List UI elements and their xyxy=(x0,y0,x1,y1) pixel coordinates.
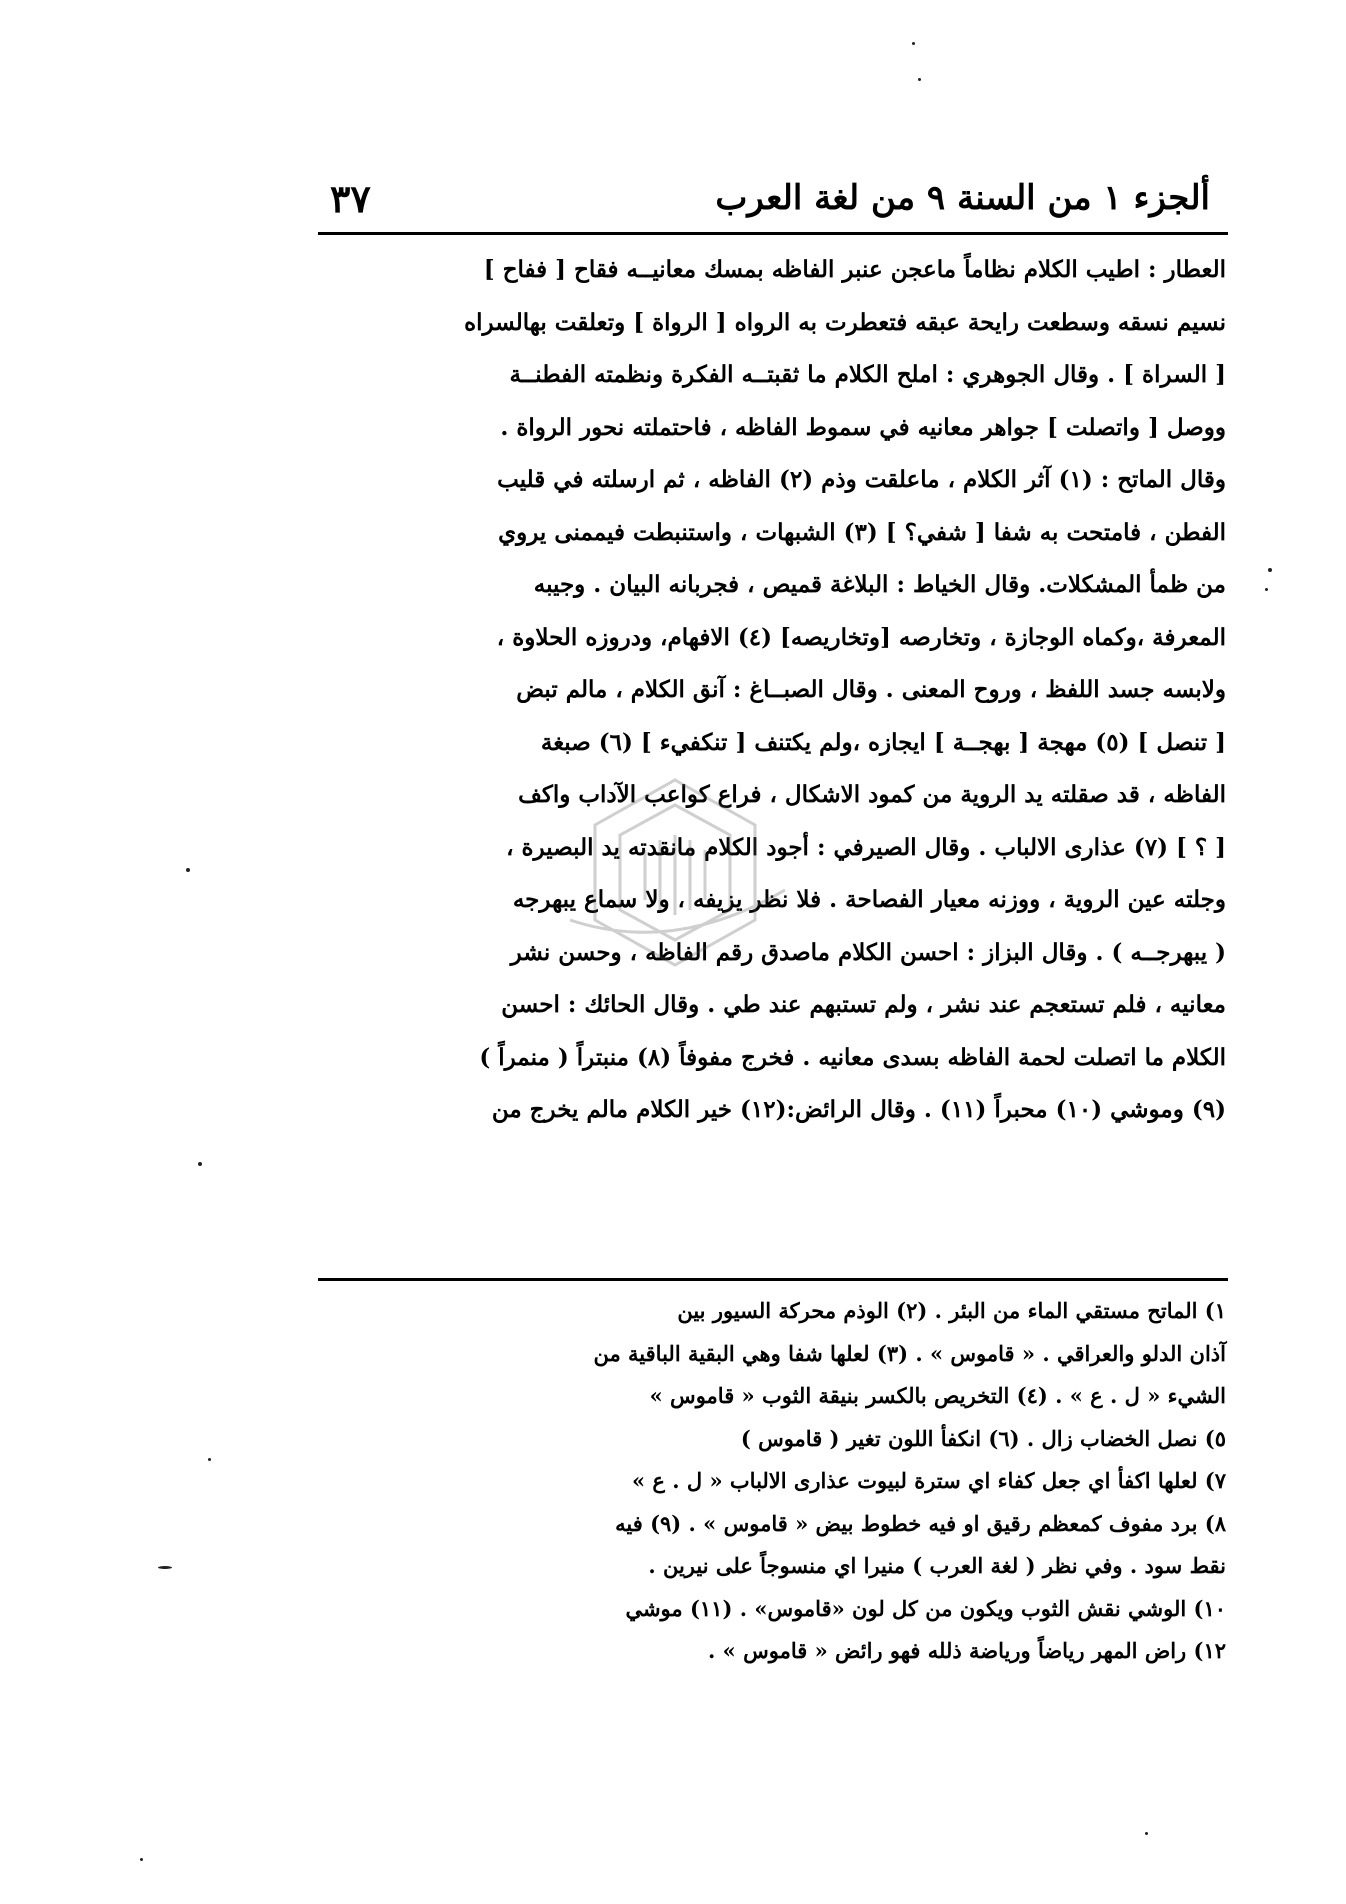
text-line: الكلام ما اتصلت لحمة الفاظه بسدى معانيه . فخرج مفوفاً (٨) منبتراً ( منمراً ) xyxy=(479,1043,1226,1071)
scan-speck xyxy=(158,1566,172,1569)
scan-speck xyxy=(186,868,190,872)
footnote-rule xyxy=(318,1278,1228,1281)
text-line: وجلته عين الروية ، ووزنه معيار الفصاحة . فلا نظر يزيفه ، ولا سماع يبهرجه xyxy=(512,886,1226,913)
page-header xyxy=(330,168,1210,228)
text-line: من ظمأ المشكلات. وقال الخياط : البلاغة قميص ، فجربانه البيان . وجيبه xyxy=(533,571,1226,598)
scan-speck xyxy=(198,1162,202,1166)
text-line: ووصل [ واتصلت ] جواهر معانيه في سموط الفاظه ، فاحتملته نحور الرواة . xyxy=(500,413,1226,441)
footnote-line: ٧) لعلها اكفأ اي جعل كفاء اي سترة لبيوت عذارى الالباب « ل . ع » xyxy=(632,1468,1226,1493)
footnotes xyxy=(318,1290,1226,1673)
footnote-line: ١) الماتح مستقي الماء من البئر . (٢) الوذم محركة السيور بين xyxy=(677,1298,1226,1323)
text-line: [ تنصل ] (٥) مهجة [ بهجــة ] ايجازه ،ولم يكتنف [ تنكفيء ] (٦) صبغة xyxy=(540,728,1226,756)
scan-speck xyxy=(1268,568,1272,572)
scan-speck xyxy=(140,1858,143,1861)
text-line: ولابسه جسد اللفظ ، وروح المعنى . وقال الصبــاغ : آنق الكلام ، مالم تبض xyxy=(516,676,1226,703)
text-line: معانيه ، فلم تستعجم عند نشر ، ولم تستبهم عند طي . وقال الحائك : احسن xyxy=(501,991,1226,1018)
footnote-line: ٥) نصل الخضاب زال . (٦) انكفأ اللون تغير ( قاموس ) xyxy=(740,1425,1226,1451)
text-line: الفاظه ، قد صقلته يد الروية من كمود الاشكال ، فراع كواعب الآداب واكف xyxy=(518,781,1226,808)
footnote-line: ٨) برد مفوف كمعظم رقيق او فيه خطوط بيض « قاموس » . (٩) فيه xyxy=(615,1510,1226,1536)
scan-speck xyxy=(208,1458,211,1461)
running-title: ألجزء ١ من السنة ٩ من لغة العرب xyxy=(715,178,1210,218)
text-line: المعرفة ،وكماه الوجازة ، وتخارصه [وتخاريصه] (٤) الافهام، ودروزه الحلاوة ، xyxy=(496,623,1226,651)
text-line: العطار : اطيب الكلام نظاماً ماعجن عنبر الفاظه بمسك معانيــه فقاح [ ففاح ] xyxy=(483,256,1226,283)
page-number: ٣٧ xyxy=(330,175,371,221)
footnote-line: الشيء « ل . ع » . (٤) التخريص بالكسر بنيقة الثوب « قاموس » xyxy=(649,1383,1226,1408)
footnote-line: آذان الدلو والعراقي . « قاموس » . (٣) لعلها شفا وهي البقية الباقية من xyxy=(593,1340,1226,1366)
text-line: الفطن ، فامتحت به شفا [ شفي؟ ] (٣) الشبهات ، واستنبطت فيممنى يروي xyxy=(498,518,1226,546)
text-line: [ ؟ ] (٧) عذارى الالباب . وقال الصيرفي : أجود الكلام مانقدته يد البصيرة ، xyxy=(506,833,1226,861)
header-rule xyxy=(318,232,1228,235)
scan-speck xyxy=(918,78,921,81)
text-line: [ السراة ] . وقال الجوهري : املح الكلام ما ثقبتــه الفكرة ونظمته الفطنــة xyxy=(509,361,1226,388)
scan-speck xyxy=(1265,588,1268,591)
text-line: ( يبهرجــه ) . وقال البزاز : احسن الكلام ماصدق رقم الفاظه ، وحسن نشر xyxy=(510,938,1226,966)
scan-speck xyxy=(1145,1832,1148,1835)
scan-speck xyxy=(912,42,915,45)
footnote-line: ١٠) الوشي نقش الثوب ويكون من كل لون «قاموس» . (١١) موشي xyxy=(625,1595,1226,1621)
footnote-line: نقط سود . وفي نظر ( لغة العرب ) منيرا اي منسوجاً على نيرين . xyxy=(648,1553,1226,1578)
text-line: نسيم نسقه وسطعت رايحة عبقه فتعطرت به الرواه [ الرواة ] وتعلقت بهالسراه xyxy=(464,308,1226,336)
text-line: (٩) وموشي (١٠) محبراً (١١) . وقال الرائض:(١٢) خير الكلام مالم يخرج من xyxy=(491,1096,1226,1123)
main-text xyxy=(318,244,1226,1137)
footnote-line: ١٢) راض المهر رياضاً ورياضة ذلله فهو رائض « قاموس » . xyxy=(708,1638,1226,1663)
library-watermark-stamp xyxy=(560,770,790,980)
text-line: وقال الماتح : (١) آثر الكلام ، ماعلقت وذم (٢) الفاظه ، ثم ارسلته في قليب xyxy=(497,466,1226,493)
